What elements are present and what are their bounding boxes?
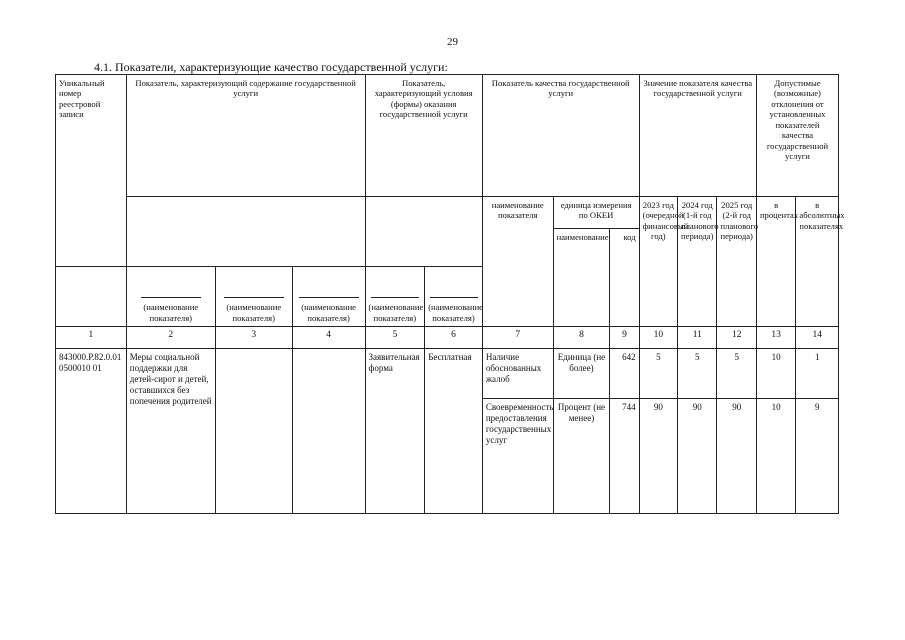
row-indicator: Наличие обоснованных жалоб [482, 349, 553, 399]
header-year-2023: 2023 год (очередной финансовый год) [639, 197, 677, 327]
row-2024: 5 [678, 349, 717, 399]
column-number: 8 [553, 327, 610, 349]
record-condition-2: Бесплатная [425, 349, 483, 514]
row-unit: Процент (не менее) [553, 399, 610, 514]
placeholder-cell-5 [425, 267, 483, 327]
header-in-absolute: в абсолютных показателях [796, 197, 839, 327]
header-unique-number: Уникальный номер реестровой записи [56, 75, 127, 267]
placeholder-cell-4 [365, 267, 425, 327]
row-dev-percent: 10 [756, 349, 795, 399]
column-number: 6 [425, 327, 483, 349]
column-number: 9 [610, 327, 639, 349]
section-title: 4.1. Показатели, характеризующие качество государственной услуги: [94, 60, 448, 74]
content-spacer [126, 197, 365, 229]
record-content-2 [215, 349, 292, 514]
column-number: 7 [482, 327, 553, 349]
header-quality-value: Значение показателя качества государственной услуги [639, 75, 756, 197]
content-spacer-2 [126, 229, 365, 267]
column-number: 2 [126, 327, 215, 349]
quality-indicators-table [55, 74, 845, 514]
page-number: 29 [447, 36, 458, 48]
row-unit: Единица (не более) [553, 349, 610, 399]
column-number: 3 [215, 327, 292, 349]
header-okei-unit: единица измерения по ОКЕИ [553, 197, 639, 229]
placeholder-name-2: (наименование показателя) [226, 302, 282, 323]
row-indicator: Своевременность предоставления государственных услуг [482, 399, 553, 514]
header-year-2025: 2025 год (2-й год планового периода) [717, 197, 756, 327]
record-condition-1: Заявительная форма [365, 349, 425, 514]
placeholder-name-5: (наименование показателя) [428, 302, 483, 323]
column-number: 14 [796, 327, 839, 349]
record-content-1: Меры социальной поддержки для детей-сирот и детей, оставшихся без попечения родителей [126, 349, 215, 514]
column-number: 5 [365, 327, 425, 349]
placeholder-name-3: (наименование показателя) [301, 302, 356, 323]
conditions-spacer [365, 197, 482, 229]
header-content-indicator: Показатель, характеризующий содержание государственной услуги [126, 75, 365, 197]
column-number: 11 [678, 327, 717, 349]
unique-number-spacer [56, 267, 127, 327]
row-2025: 5 [717, 349, 756, 399]
column-number: 1 [56, 327, 127, 349]
header-unit-name: наименование [553, 229, 610, 327]
placeholder-name-4: (наименование показателя) [368, 302, 424, 323]
header-in-percent: в процентах [756, 197, 795, 327]
row-dev-abs: 1 [796, 349, 839, 399]
record-content-3 [292, 349, 365, 514]
header-conditions-indicator: Показатель, характеризующий условия (формы) оказания государственной услуги [365, 75, 482, 197]
header-deviation: Допустимые (возможные) отклонения от установленных показателей качества государственной услуги [756, 75, 838, 197]
row-2025: 90 [717, 399, 756, 514]
placeholder-cell-3 [292, 267, 365, 327]
header-quality-indicator: Показатель качества государственной услуги [482, 75, 639, 197]
row-code: 744 [610, 399, 639, 514]
placeholder-name-1: (наименование показателя) [143, 302, 199, 323]
column-number: 10 [639, 327, 677, 349]
column-number: 4 [292, 327, 365, 349]
header-year-2024: 2024 год (1-й год планового периода) [678, 197, 717, 327]
row-2023: 5 [639, 349, 677, 399]
header-indicator-name: наименование показателя [482, 197, 553, 327]
row-2024: 90 [678, 399, 717, 514]
placeholder-cell-2 [215, 267, 292, 327]
column-number: 12 [717, 327, 756, 349]
row-dev-percent: 10 [756, 399, 795, 514]
header-unit-code: код [610, 229, 639, 327]
row-2023: 90 [639, 399, 677, 514]
row-code: 642 [610, 349, 639, 399]
conditions-spacer-2 [365, 229, 482, 267]
table-row [56, 349, 839, 399]
placeholder-cell-1 [126, 267, 215, 327]
column-number: 13 [756, 327, 795, 349]
record-unique-number: 843000.Р.82.0.010500010 01 [56, 349, 127, 514]
row-dev-abs: 9 [796, 399, 839, 514]
